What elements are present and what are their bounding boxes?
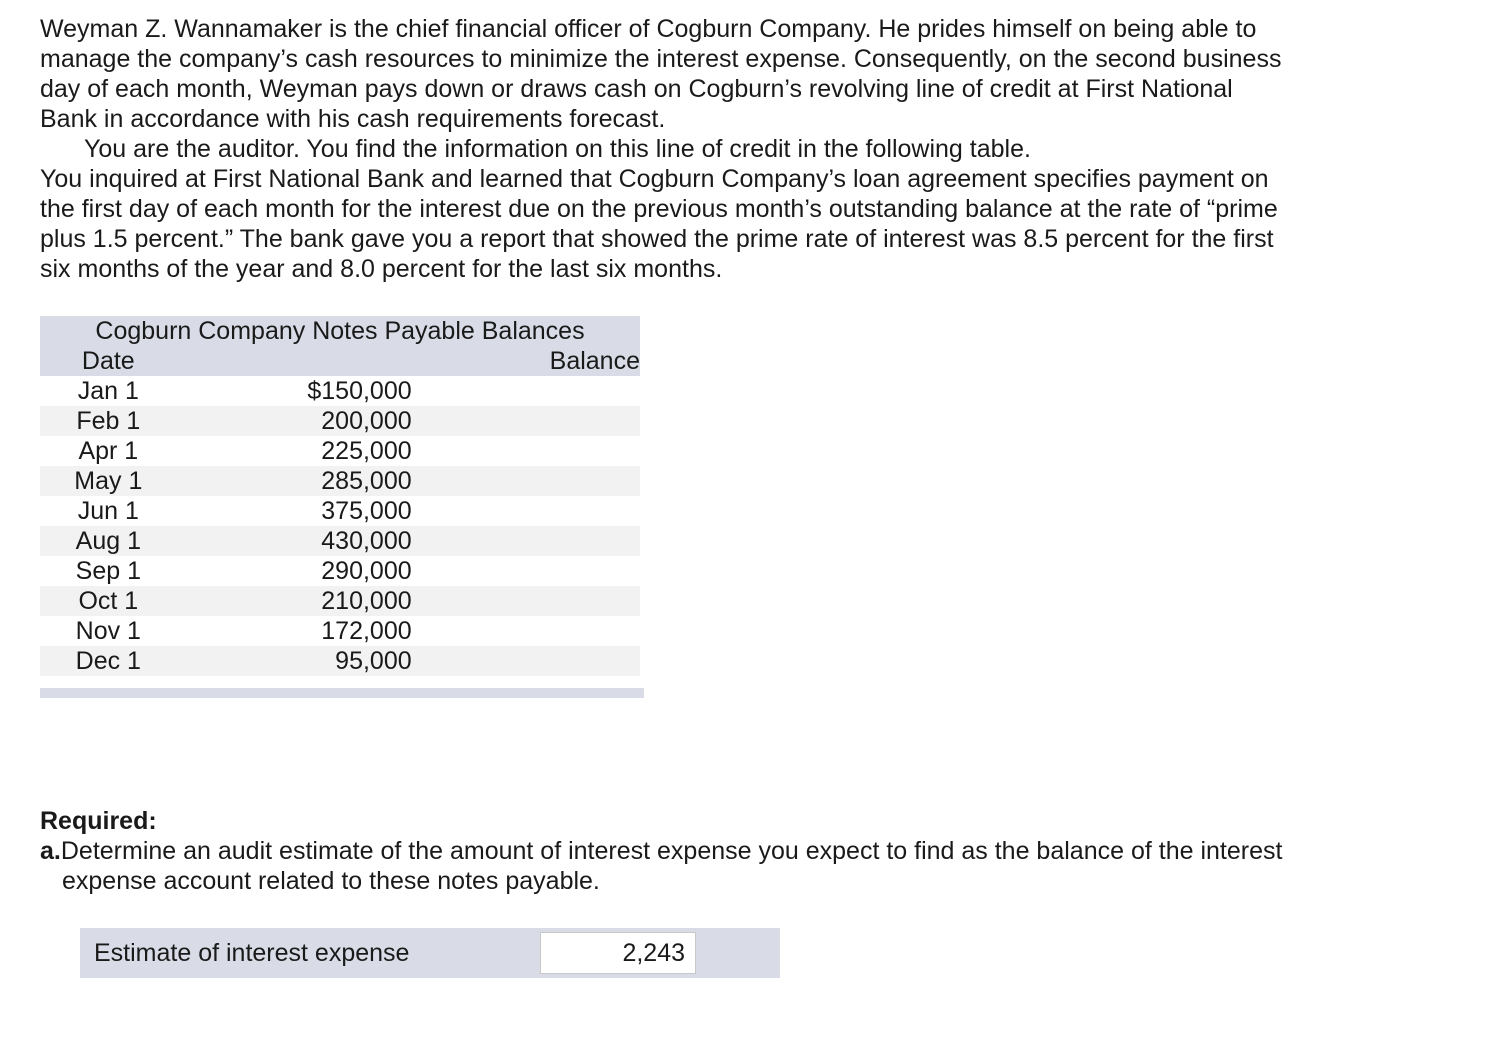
- problem-paragraph: Weyman Z. Wannamaker is the chief financial officer of Cogburn Company. He prides himself on being able to manage the company’s cash resources to minimize the interest expense. Consequently, on the second business day of each month, Weyman pays down or draws cash on Cogburn’s revolving line of credit at First National Bank in accordance with his cash requirements forecast.: [40, 15, 1282, 133]
- part-a-label: a.: [40, 837, 61, 865]
- row-date: Feb 1: [40, 406, 177, 436]
- row-date: Oct 1: [40, 586, 177, 616]
- table-row: [40, 556, 640, 586]
- answer-label: Estimate of interest expense: [94, 939, 410, 967]
- table-row: [40, 646, 640, 676]
- row-balance: 290,000: [321, 557, 412, 585]
- row-balance-cell: [177, 526, 640, 556]
- table-row: [40, 406, 640, 436]
- row-balance: 375,000: [321, 497, 412, 525]
- row-date: May 1: [40, 466, 177, 496]
- table-footer-bar: [40, 688, 644, 698]
- problem-statement: [40, 14, 1290, 284]
- interest-expense-input[interactable]: [540, 932, 696, 974]
- row-balance-cell: [177, 586, 640, 616]
- row-date: Dec 1: [40, 646, 177, 676]
- table-row: [40, 496, 640, 526]
- row-balance-cell: [177, 436, 640, 466]
- row-date: Aug 1: [40, 526, 177, 556]
- row-date: Jun 1: [77, 497, 139, 525]
- row-date: Nov 1: [75, 617, 141, 645]
- table-row: [40, 586, 640, 616]
- row-balance-cell: [177, 376, 640, 406]
- row-date: Apr 1: [78, 437, 139, 465]
- table-row: [40, 436, 640, 466]
- table-row: [40, 526, 640, 556]
- row-balance: $150,000: [307, 377, 412, 405]
- row-balance-cell: [177, 646, 640, 676]
- problem-paragraph: You inquired at First National Bank and learned that Cogburn Company’s loan agreement specifies payment on the first day of each month for the interest due on the previous month’s outstanding balance at the rate of “prime plus 1.5 percent.” The bank gave you a report that showed the prime rate of interest was 8.5 percent for the first six months of the year and 8.0 percent for the last six months.: [40, 165, 1278, 283]
- part-a-question: [40, 836, 1290, 896]
- notes-payable-table: [40, 316, 640, 676]
- balance-column-header: Balance: [177, 346, 640, 376]
- row-balance-cell: [177, 496, 640, 526]
- row-balance: 172,000: [321, 617, 412, 645]
- row-date: Jan 1: [77, 377, 139, 405]
- table-title: Cogburn Company Notes Payable Balances: [40, 316, 640, 346]
- problem-paragraph: You are the auditor. You find the information on this line of credit in the following table.: [84, 135, 1031, 163]
- row-balance-cell: [177, 556, 640, 586]
- row-balance: 210,000: [321, 587, 412, 615]
- row-balance-cell: [177, 466, 640, 496]
- required-section: [40, 806, 1290, 896]
- row-balance: 200,000: [321, 407, 412, 435]
- row-balance: 95,000: [335, 647, 412, 675]
- table-body: [40, 376, 640, 676]
- table-row: [40, 466, 640, 496]
- table-row: [40, 376, 640, 406]
- row-balance: 225,000: [321, 437, 412, 465]
- answer-row: [80, 928, 780, 978]
- part-a-text: Determine an audit estimate of the amount of interest expense you expect to find as the balance of the interest expense account related to these notes payable.: [60, 837, 1283, 895]
- required-heading: Required:: [40, 807, 157, 835]
- table-row: [40, 616, 640, 646]
- date-column-header: Date: [40, 346, 177, 376]
- row-balance-cell: [177, 406, 640, 436]
- row-balance: 430,000: [321, 527, 412, 555]
- row-balance: 285,000: [321, 467, 412, 495]
- row-date: Sep 1: [75, 557, 141, 585]
- row-balance-cell: [177, 616, 640, 646]
